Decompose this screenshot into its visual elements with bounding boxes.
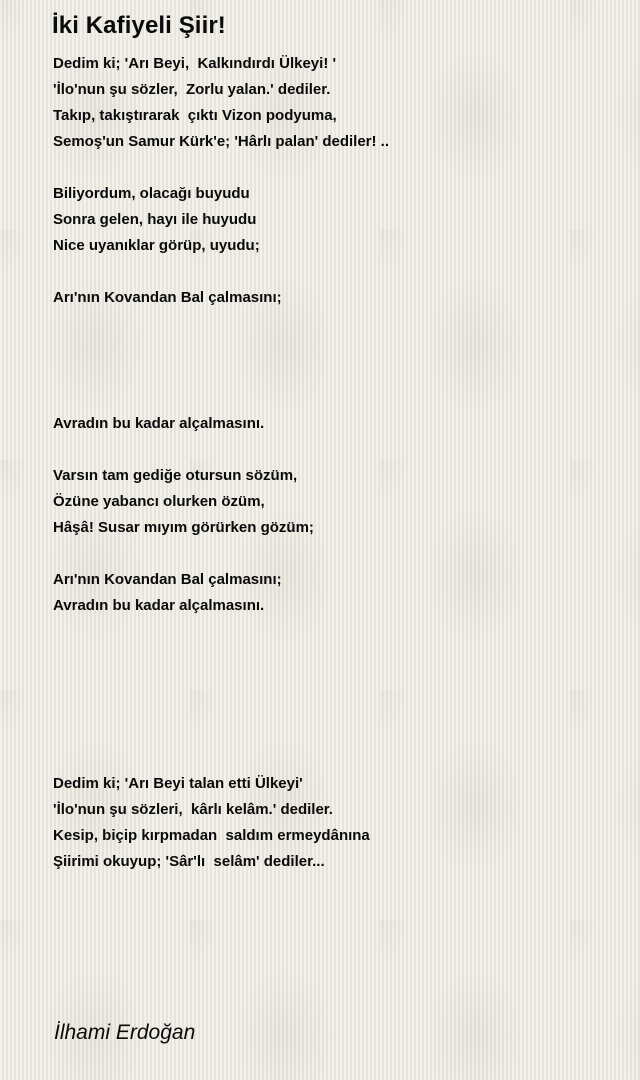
poem-line: Sonra gelen, hayı ile huyudu [53,211,257,228]
poem-line: Avradın bu kadar alçalmasını. [53,597,265,614]
poem-line: Arı'nın Kovandan Bal çalmasını; [53,289,282,306]
poem-title: İki Kafiyeli Şiir! [52,12,226,39]
poem-line: Şiirimi okuyup; 'Sâr'lı selâm' dediler... [53,853,325,870]
poem-line: 'İlo'nun şu sözleri, kârlı kelâm.' dediler. [53,801,333,818]
poem-line: Kesip, biçip kırpmadan saldım ermeydânına [53,827,370,844]
poem-line: Özüne yabancı olurken özüm, [53,493,265,510]
poem-line: Biliyordum, olacağı buyudu [53,185,250,202]
poem-line: 'İlo'nun şu sözler, Zorlu yalan.' dediler. [53,81,331,98]
poem-line: Dedim ki; 'Arı Beyi talan etti Ülkeyi' [53,775,303,792]
poem-line: Nice uyanıklar görüp, uyudu; [53,237,260,254]
poem-line: Semoş'un Samur Kürk'e; 'Hârlı palan' dediler! .. [53,133,390,150]
poem-line: Varsın tam gediğe otursun sözüm, [53,467,298,484]
poem-line: Dedim ki; 'Arı Beyi, Kalkındırdı Ülkeyi! ' [53,55,337,72]
poem-author: İlhami Erdoğan [54,1021,196,1044]
poem-line: Arı'nın Kovandan Bal çalmasını; [53,571,282,588]
poem-line: Avradın bu kadar alçalmasını. [53,415,265,432]
poem-line: Takıp, takıştırarak çıktı Vizon podyuma, [53,107,337,124]
poem-line: Hâşâ! Susar mıyım görürken gözüm; [53,519,314,536]
